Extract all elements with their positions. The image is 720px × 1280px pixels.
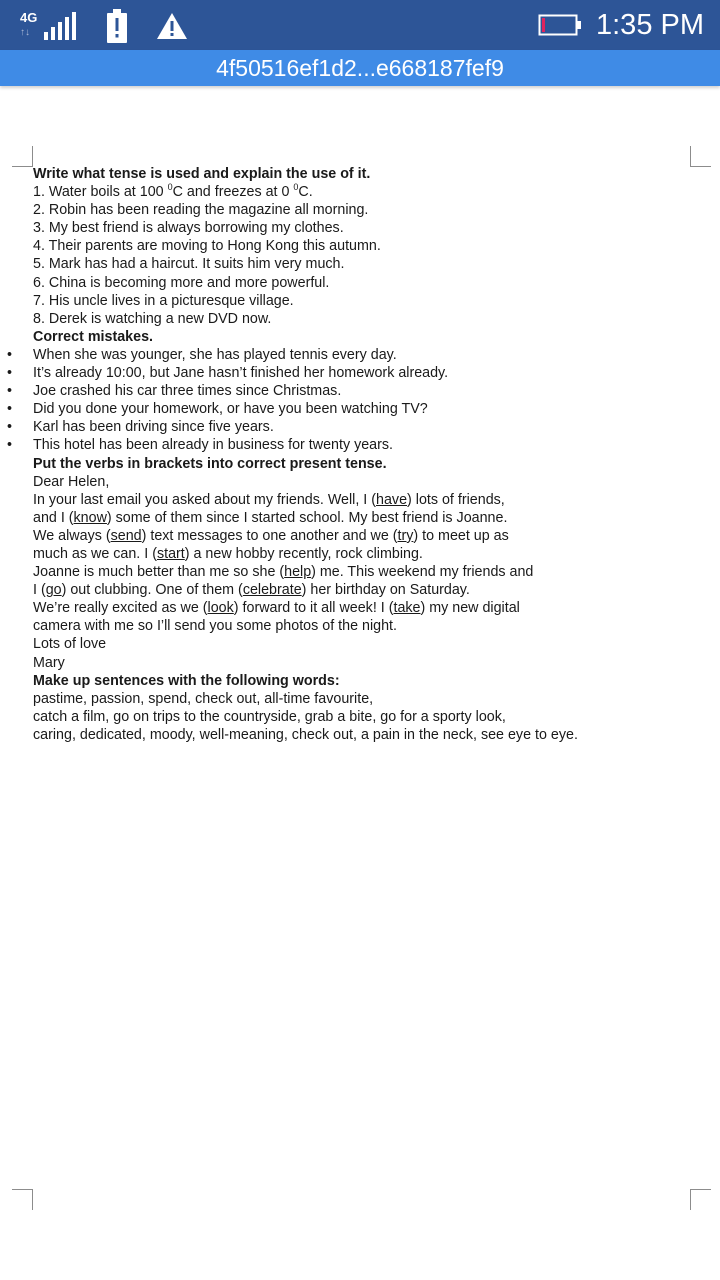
letter-line: camera with me so I’ll send you some photos of the night. [33, 618, 397, 635]
bullet-item: • This hotel has been already in business for twenty years. [33, 436, 693, 454]
document-page[interactable] [33, 165, 693, 744]
page-corner-mark [690, 146, 711, 167]
letter-line: and I (know) some of them since I started school. My best friend is Joanne. [33, 509, 508, 526]
warning-icon [156, 12, 188, 40]
section-heading: Make up sentences with the following words: [33, 672, 340, 689]
word-list-line: caring, dedicated, moody, well-meaning, check out, a pain in the neck, see eye to eye. [33, 726, 578, 743]
bullet-item: • Did you done your homework, or have you been watching TV? [33, 400, 693, 418]
section-heading: Write what tense is used and explain the use of it. [33, 166, 371, 182]
battery-low-icon [538, 13, 582, 37]
network-type-label: 4G [20, 10, 38, 25]
bullet-item: • Joe crashed his car three times since Christmas. [33, 382, 693, 400]
letter-closing: Lots of love [33, 636, 107, 653]
letter-greeting: Dear Helen, [33, 473, 110, 490]
section-heading: Correct mistakes. [33, 328, 153, 345]
exercise-item: 3. My best friend is always borrowing my clothes. [33, 220, 344, 237]
battery-alert-icon [106, 9, 128, 43]
word-list-line: catch a film, go on trips to the countryside, grab a bite, go for a sporty look, [33, 708, 506, 725]
exercise-item: 5. Mark has had a haircut. It suits him very much. [33, 256, 345, 273]
exercise-item: 6. China is becoming more and more powerful. [33, 274, 330, 291]
clock: 1:35 PM [596, 8, 704, 41]
letter-line: Joanne is much better than me so she (help) me. This weekend my friends and [33, 564, 534, 581]
page-corner-mark [12, 146, 33, 167]
bullet-item: • When she was younger, she has played tennis every day. [33, 346, 693, 364]
word-list-line: pastime, passion, spend, check out, all-time favourite, [33, 690, 374, 707]
page-corner-mark [12, 1189, 33, 1210]
exercise-item: 7. His uncle lives in a picturesque village. [33, 292, 294, 309]
cellular-signal-icon: 4G ↑↓ [18, 10, 78, 42]
letter-line: In your last email you asked about my friends. Well, I (have) lots of friends, [33, 491, 505, 508]
exercise-item: 4. Their parents are moving to Hong Kong this autumn. [33, 238, 381, 255]
exercise-item: 1. Water boils at 100 $^0$C and freezes at 0 $^0$C. [33, 182, 313, 201]
section-heading: Put the verbs in brackets into correct present tense. [33, 455, 387, 472]
document-title-bar [0, 50, 720, 86]
bullet-item: • Karl has been driving since five years. [33, 418, 693, 436]
page-corner-mark [690, 1189, 711, 1210]
exercise-item: 8. Derek is watching a new DVD now. [33, 310, 272, 327]
letter-line: We’re really excited as we (look) forward to it all week! I (take) my new digital [33, 600, 520, 617]
letter-signature: Mary [33, 654, 65, 671]
letter-line: We always (send) text messages to one another and we (try) to meet up as [33, 527, 509, 544]
letter-line: much as we can. I (start) a new hobby recently, rock climbing. [33, 545, 423, 562]
letter-line: I (go) out clubbing. One of them (celebrate) her birthday on Saturday. [33, 582, 470, 599]
bullet-item: • It’s already 10:00, but Jane hasn’t finished her homework already. [33, 364, 693, 382]
document-title: 4f50516ef1d2...e668187fef9 [216, 55, 504, 81]
status-bar [0, 0, 720, 50]
exercise-item: 2. Robin has been reading the magazine all morning. [33, 202, 369, 219]
